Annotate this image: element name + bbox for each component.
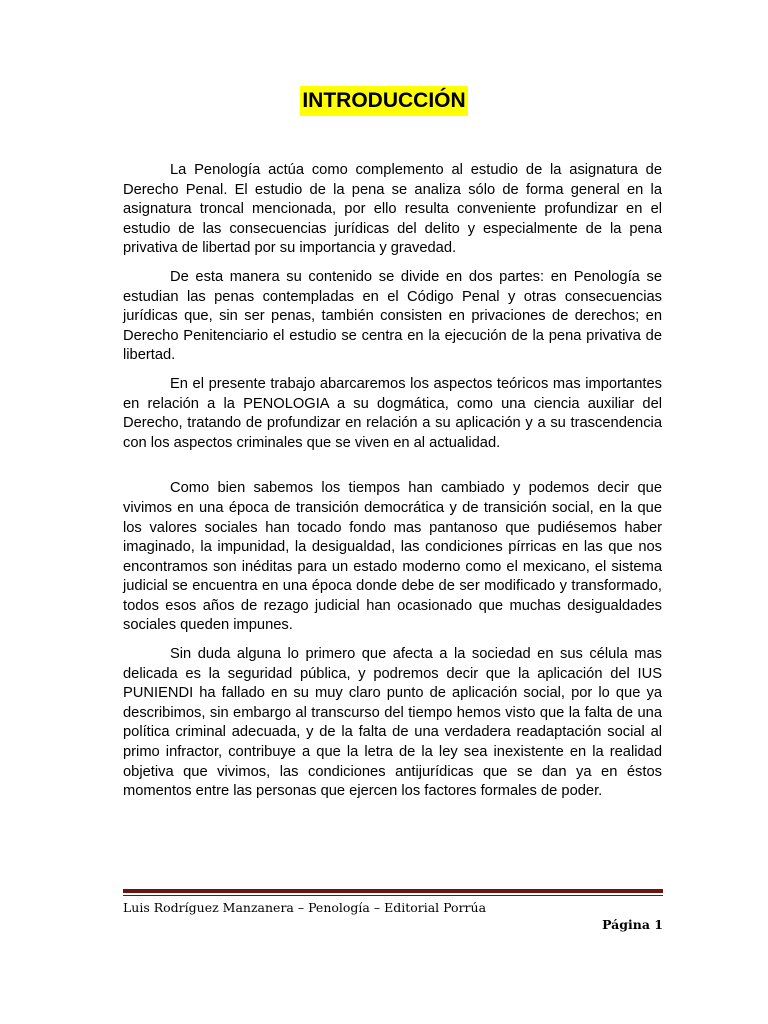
document-body (123, 161, 662, 802)
page-number: Página 1 (602, 917, 663, 932)
paragraph-1: La Penología actúa como complemento al estudio de la asignatura de Derecho Penal. El estudio de la pena se analiza sólo de forma general en la asignatura troncal mencionada, por ello resulta conveniente profundizar en el estudio de las consecuencias jurídicas del delito y especialmente de la pena privativa de libertad por su importancia y gravedad. (123, 162, 662, 257)
paragraph-2: De esta manera su contenido se divide en dos partes: en Penología se estudian las penas contempladas en el Código Penal y otras consecuencias jurídicas que, sin ser penas, también consisten en privaciones de derechos; en Derecho Penitenciario el estudio se centra en la ejecución de la pena privativa de libertad. (123, 268, 662, 364)
page-title: INTRODUCCIÓN (300, 86, 467, 116)
title-container (0, 86, 768, 116)
footer-citation: Luis Rodríguez Manzanera – Penología – Editorial Porrúa (123, 900, 487, 915)
paragraph-5: Sin duda alguna lo primero que afecta a la sociedad en sus célula mas delicada es la seguridad pública, y podremos decir que la aplicación del IUS PUNIENDI ha fallado en su muy claro punto de aplicación social, por lo que ya describimos, sin embargo al transcurso del tiempo hemos visto que la falta de una política criminal adecuada, y de la falta de una verdadera readaptación social al primo infractor, contribuye a que la letra de la ley sea inexistente en la realidad objetiva que vivimos, las condiciones antijurídicas que se dan ya en éstos momentos entre las personas que ejercen los factores formales de poder. (123, 646, 662, 800)
paragraph-3: En el presente trabajo abarcaremos los aspectos teóricos mas importantes en relación a la PENOLOGIA a su dogmática, como una ciencia auxiliar del Derecho, tratando de profundizar en relación a su aplicación y a su trascendencia con los aspectos criminales que se viven en al actualidad. (123, 375, 662, 451)
paragraph-4: Como bien sabemos los tiempos han cambiado y podemos decir que vivimos en una época de transición democrática y de transición social, en la que los valores sociales han tocado fondo mas pantanoso que pudiésemos haber imaginado, la impunidad, la desigualdad, las condiciones pírricas en las que nos encontramos son inéditas para un estado moderno como el mexicano, el sistema judicial se encuentra en una época donde debe de ser modificado y transformado, todos esos años de rezago judicial han ocasionado que muchas desigualdades sociales queden impunes. (123, 480, 662, 634)
footer-divider-thick (123, 889, 663, 893)
footer-divider-thin (123, 895, 663, 896)
